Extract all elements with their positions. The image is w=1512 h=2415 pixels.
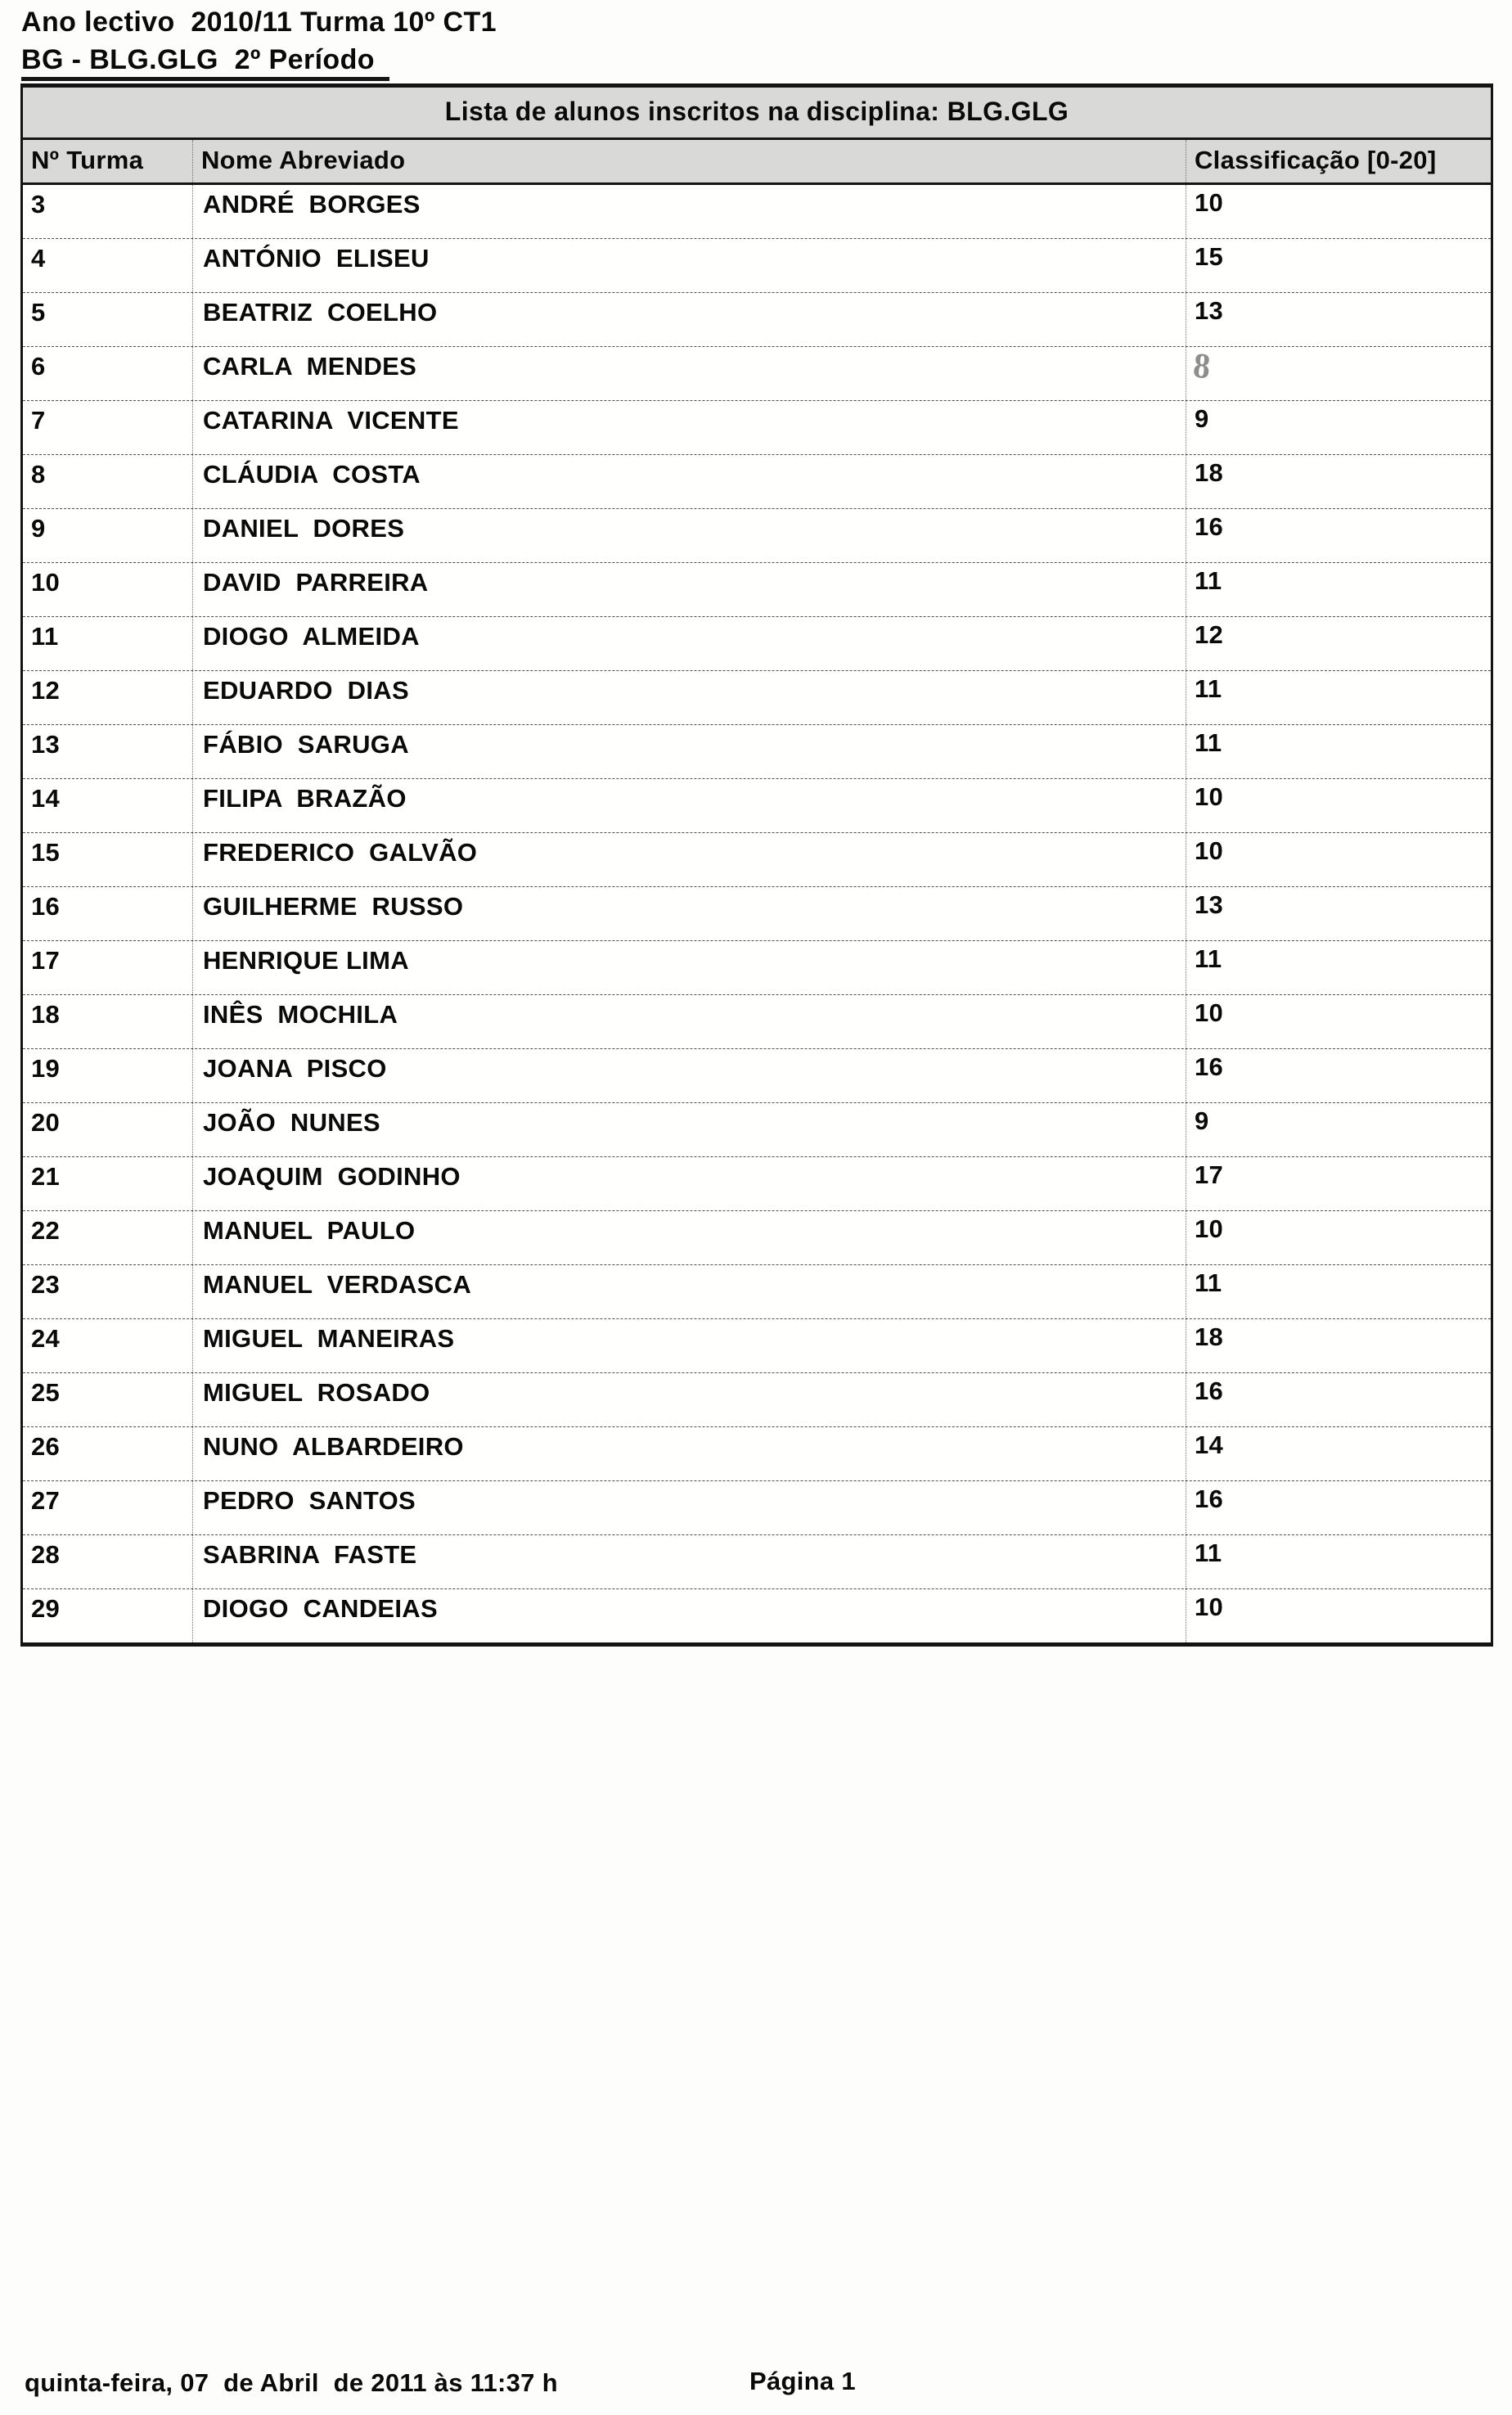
cell-turma-number: 17 (23, 941, 193, 994)
table-row (23, 1211, 1491, 1265)
table-row (23, 1265, 1491, 1319)
cell-turma-number: 3 (23, 185, 193, 238)
cell-turma-number: 23 (23, 1265, 193, 1318)
cell-student-name: PEDRO SANTOS (193, 1481, 1186, 1534)
cell-grade: 11 (1195, 674, 1222, 703)
cell-student-name: INÊS MOCHILA (193, 995, 1186, 1048)
cell-turma-number: 27 (23, 1481, 193, 1534)
table-row (23, 725, 1491, 779)
cell-grade: 13 (1195, 890, 1224, 919)
cell-student-name: CATARINA VICENTE (193, 401, 1186, 454)
document-footer (0, 2368, 1512, 2404)
cell-student-name: JOANA PISCO (193, 1049, 1186, 1102)
cell-student-name: MANUEL VERDASCA (193, 1265, 1186, 1318)
table-row (23, 1427, 1491, 1481)
table-row (23, 995, 1491, 1049)
cell-student-name: JOAQUIM GODINHO (193, 1157, 1186, 1210)
cell-student-name: FREDERICO GALVÃO (193, 833, 1186, 886)
cell-turma-number: 4 (23, 239, 193, 292)
cell-student-name: DIOGO ALMEIDA (193, 617, 1186, 670)
cell-turma-number: 6 (23, 347, 193, 400)
table-column-headers (23, 140, 1491, 185)
cell-turma-number: 8 (23, 455, 193, 508)
cell-turma-number: 29 (23, 1589, 193, 1642)
table-row (23, 779, 1491, 833)
cell-student-name: DAVID PARREIRA (193, 563, 1186, 616)
cell-grade: 9 (1195, 404, 1209, 433)
cell-grade: 10 (1195, 1214, 1224, 1243)
cell-grade: 11 (1195, 1268, 1222, 1297)
cell-grade: 11 (1195, 1539, 1222, 1567)
table-row (23, 1373, 1491, 1427)
table-row (23, 1319, 1491, 1373)
cell-turma-number: 10 (23, 563, 193, 616)
cell-student-name: FÁBIO SARUGA (193, 725, 1186, 778)
cell-turma-number: 9 (23, 509, 193, 562)
cell-turma-number: 12 (23, 671, 193, 724)
cell-turma-number: 5 (23, 293, 193, 346)
cell-turma-number: 18 (23, 995, 193, 1048)
cell-student-name: CARLA MENDES (193, 347, 1186, 400)
table-row (23, 941, 1491, 995)
cell-turma-number: 22 (23, 1211, 193, 1264)
table-row (23, 455, 1491, 509)
students-table (20, 83, 1493, 1647)
column-header-student-name: Nome Abreviado (193, 140, 1186, 182)
cell-student-name: BEATRIZ COELHO (193, 293, 1186, 346)
table-title: Lista de alunos inscritos na disciplina: BLG.GLG (23, 88, 1491, 140)
cell-grade: 14 (1195, 1431, 1224, 1459)
cell-student-name: MIGUEL MANEIRAS (193, 1319, 1186, 1372)
cell-student-name: JOÃO NUNES (193, 1103, 1186, 1156)
cell-student-name: HENRIQUE LIMA (193, 941, 1186, 994)
table-row (23, 833, 1491, 887)
cell-student-name: CLÁUDIA COSTA (193, 455, 1186, 508)
table-row (23, 401, 1491, 455)
cell-turma-number: 25 (23, 1373, 193, 1426)
cell-turma-number: 16 (23, 887, 193, 940)
table-row (23, 185, 1491, 239)
student-table-body (23, 185, 1491, 1642)
column-header-turma-number: Nº Turma (23, 140, 193, 182)
table-row (23, 1589, 1491, 1642)
table-row (23, 509, 1491, 563)
cell-grade: 10 (1195, 1593, 1224, 1621)
subject-period-heading: BG - BLG.GLG 2º Período (21, 44, 389, 81)
table-row (23, 887, 1491, 941)
print-date: quinta-feira, 07 de Abril de 2011 às 11:37 h (25, 2368, 558, 2397)
cell-turma-number: 26 (23, 1427, 193, 1480)
cell-student-name: DANIEL DORES (193, 509, 1186, 562)
cell-grade: 11 (1195, 728, 1222, 757)
cell-student-name: EDUARDO DIAS (193, 671, 1186, 724)
cell-student-name: SABRINA FASTE (193, 1535, 1186, 1588)
cell-grade: 16 (1195, 1376, 1224, 1405)
table-row (23, 671, 1491, 725)
document-header (21, 5, 497, 81)
cell-turma-number: 21 (23, 1157, 193, 1210)
cell-grade: 9 (1195, 1106, 1209, 1135)
school-year-heading: Ano lectivo 2010/11 Turma 10º CT1 (21, 7, 497, 38)
page-number: Página 1 (749, 2367, 856, 2395)
cell-grade: 10 (1195, 998, 1224, 1027)
cell-grade: 10 (1195, 836, 1224, 865)
cell-student-name: GUILHERME RUSSO (193, 887, 1186, 940)
table-row (23, 1103, 1491, 1157)
cell-turma-number: 20 (23, 1103, 193, 1156)
cell-grade: 16 (1195, 1052, 1224, 1081)
cell-student-name: ANTÓNIO ELISEU (193, 239, 1186, 292)
cell-grade: 16 (1195, 512, 1224, 541)
cell-turma-number: 19 (23, 1049, 193, 1102)
table-row (23, 239, 1491, 293)
table-row (23, 293, 1491, 347)
cell-turma-number: 13 (23, 725, 193, 778)
cell-turma-number: 15 (23, 833, 193, 886)
cell-grade: 10 (1195, 782, 1224, 811)
cell-turma-number: 11 (23, 617, 193, 670)
cell-grade: 11 (1195, 944, 1222, 973)
cell-grade: 15 (1195, 242, 1224, 271)
cell-student-name: DIOGO CANDEIAS (193, 1589, 1186, 1642)
cell-grade: 11 (1195, 566, 1222, 595)
cell-student-name: NUNO ALBARDEIRO (193, 1427, 1186, 1480)
cell-student-name: ANDRÉ BORGES (193, 185, 1186, 238)
cell-student-name: FILIPA BRAZÃO (193, 779, 1186, 832)
table-row (23, 617, 1491, 671)
cell-turma-number: 14 (23, 779, 193, 832)
table-row (23, 347, 1491, 401)
cell-student-name: MIGUEL ROSADO (193, 1373, 1186, 1426)
cell-turma-number: 7 (23, 401, 193, 454)
handwritten-grade: 8 (1191, 347, 1211, 386)
cell-grade: 12 (1195, 620, 1224, 649)
table-row (23, 1535, 1491, 1589)
column-header-grade: Classificação [0-20] (1195, 146, 1437, 174)
cell-grade: 10 (1195, 188, 1224, 217)
cell-turma-number: 28 (23, 1535, 193, 1588)
cell-grade (1186, 347, 1491, 400)
table-row (23, 1481, 1491, 1535)
table-row (23, 1049, 1491, 1103)
cell-grade: 18 (1195, 458, 1224, 487)
cell-grade: 16 (1195, 1485, 1224, 1513)
table-row (23, 1157, 1491, 1211)
table-row (23, 563, 1491, 617)
cell-turma-number: 24 (23, 1319, 193, 1372)
cell-grade: 17 (1195, 1160, 1224, 1189)
cell-grade: 13 (1195, 296, 1224, 325)
cell-grade: 18 (1195, 1322, 1224, 1351)
cell-student-name: MANUEL PAULO (193, 1211, 1186, 1264)
